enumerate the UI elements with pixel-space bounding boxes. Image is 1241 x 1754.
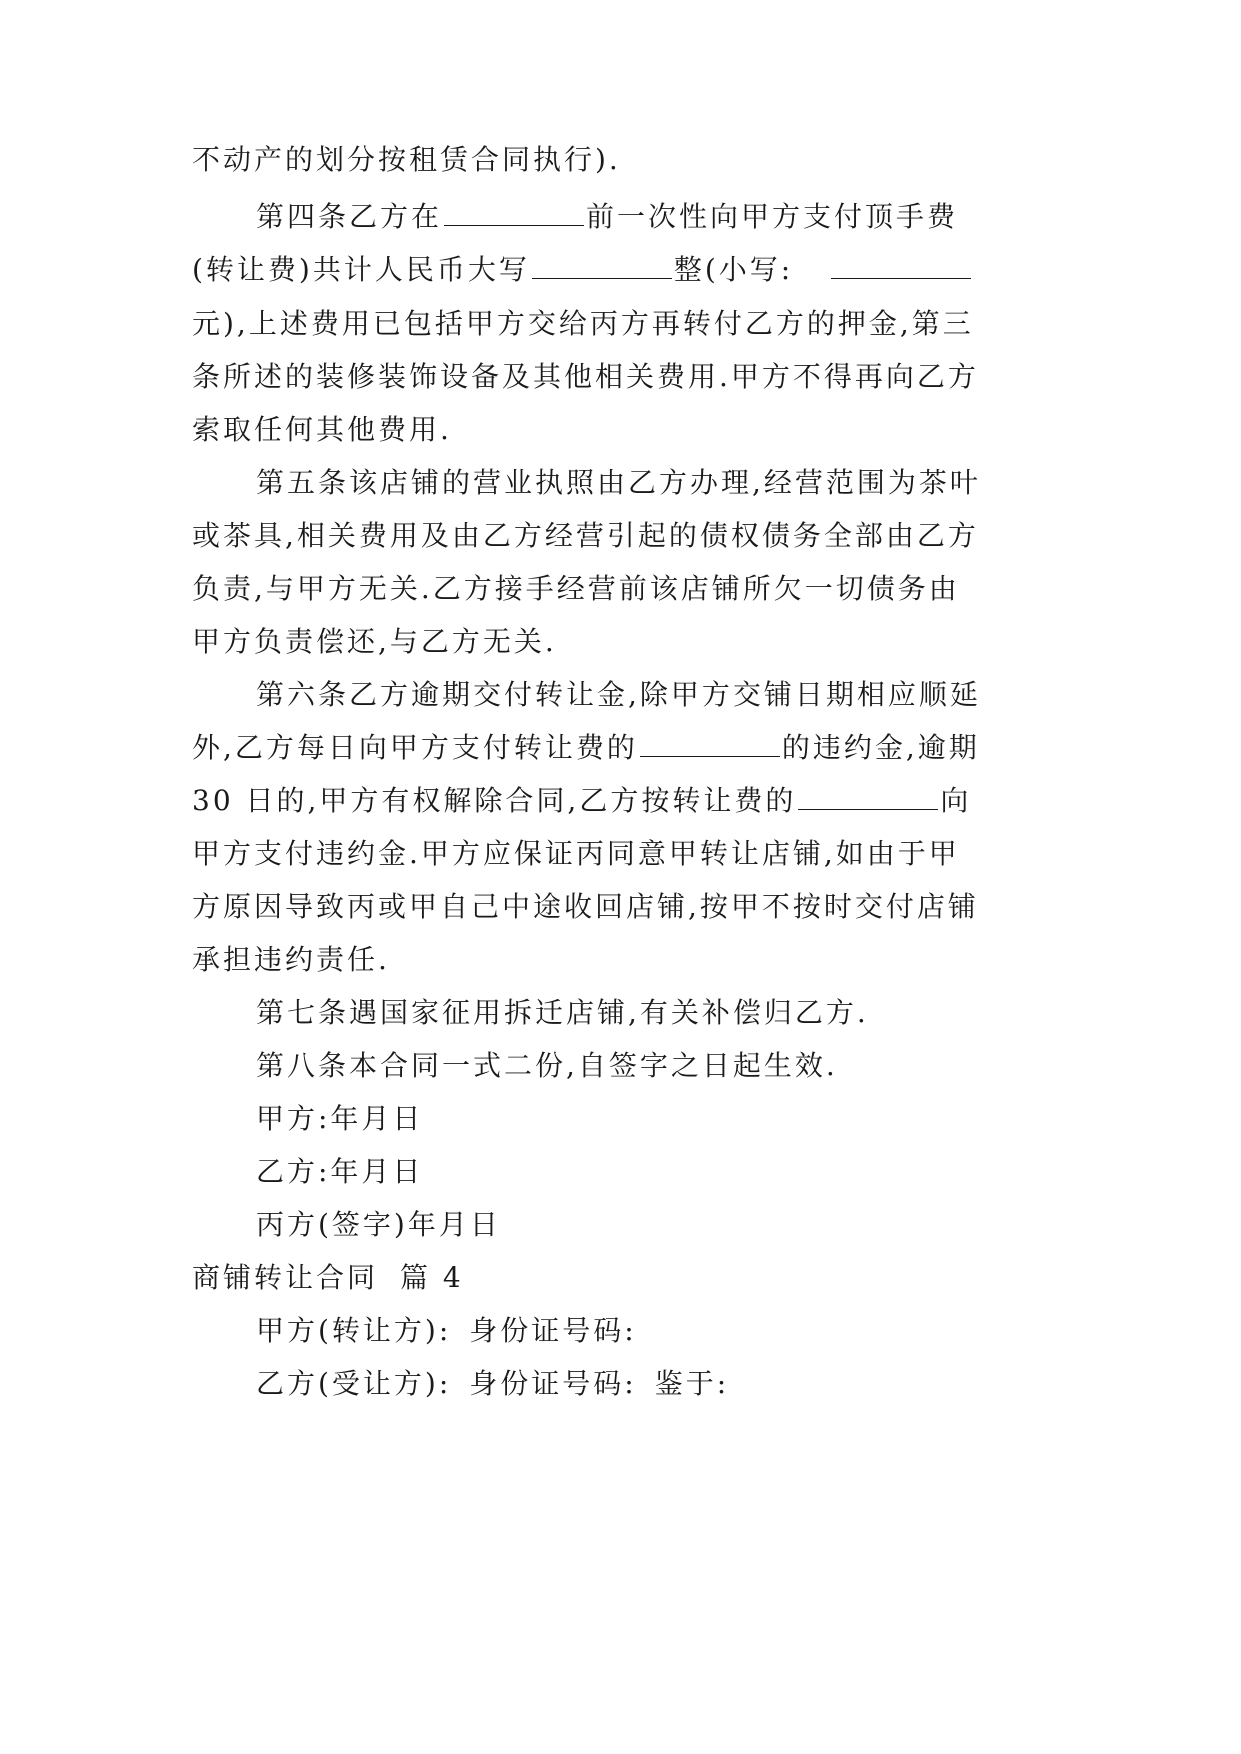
text: 鉴于: bbox=[654, 1367, 730, 1400]
text: 乙方:年月日 bbox=[256, 1155, 424, 1188]
text-line bbox=[192, 622, 1052, 662]
text: 第七条遇国家征用拆迁店铺,有关补偿归乙方. bbox=[256, 996, 869, 1029]
text: 丙方(签字)年月日 bbox=[256, 1208, 501, 1241]
text-line bbox=[192, 410, 1052, 450]
text-line bbox=[256, 1311, 1116, 1351]
text: 乙方(受让方): bbox=[256, 1367, 452, 1400]
text: (转让费)共计人民币大写 bbox=[192, 253, 530, 286]
text-line bbox=[192, 516, 1052, 556]
text: 或茶具,相关费用及由乙方经营引起的债权债务全部由乙方 bbox=[192, 519, 979, 552]
text: 条所述的装修装饰设备及其他相关费用.甲方不得再向乙方 bbox=[192, 360, 979, 393]
text: 不动产的划分按租赁合同执行). bbox=[192, 143, 621, 176]
text: 身份证号码: bbox=[469, 1314, 637, 1347]
text: 负责,与甲方无关.乙方接手经营前该店铺所欠一切债务由 bbox=[192, 572, 960, 605]
text-line bbox=[192, 887, 1052, 927]
text-line bbox=[256, 463, 1116, 503]
text-line bbox=[256, 197, 1116, 237]
text: 第六条乙方逾期交付转让金,除甲方交铺日期相应顺延 bbox=[256, 678, 981, 711]
fill-in-blank bbox=[798, 783, 938, 810]
text-line bbox=[256, 1364, 1116, 1404]
heading-number: 篇 4 bbox=[400, 1261, 464, 1294]
text: 承担违约责任. bbox=[192, 943, 390, 976]
text: 第八条本合同一式二份,自签字之日起生效. bbox=[256, 1049, 838, 1082]
text-line bbox=[192, 304, 1052, 344]
fill-in-blank bbox=[831, 252, 971, 279]
section-heading bbox=[192, 1258, 1052, 1298]
text: 索取任何其他费用. bbox=[192, 413, 452, 446]
text-line bbox=[192, 728, 1052, 768]
text-line bbox=[192, 140, 1052, 180]
text-line bbox=[192, 250, 1052, 290]
text-line bbox=[192, 834, 1052, 874]
text: 甲方负责偿还,与乙方无关. bbox=[192, 625, 557, 658]
text: 身份证号码: bbox=[469, 1367, 637, 1400]
text-line bbox=[256, 675, 1116, 715]
text: 方原因导致丙或甲自己中途收回店铺,按甲不按时交付店铺 bbox=[192, 890, 979, 923]
text: 甲方(转让方): bbox=[256, 1314, 452, 1347]
text-line bbox=[192, 940, 1052, 980]
text: 前一次性向甲方支付顶手费 bbox=[586, 200, 959, 233]
text-line bbox=[192, 781, 1052, 821]
text: 向 bbox=[940, 784, 972, 817]
fill-in-blank bbox=[444, 199, 584, 226]
text: 甲方支付违约金.甲方应保证丙同意甲转让店铺,如由于甲 bbox=[192, 837, 960, 870]
signature-line-party-c bbox=[256, 1205, 1116, 1245]
text: 元),上述费用已包括甲方交给丙方再转付乙方的押金,第三 bbox=[192, 307, 974, 340]
text-line bbox=[192, 357, 1052, 397]
signature-line-party-a bbox=[256, 1099, 1116, 1139]
signature-line-party-b bbox=[256, 1152, 1116, 1192]
text: 的违约金,逾期 bbox=[781, 731, 980, 764]
text: 第四条乙方在 bbox=[256, 200, 443, 233]
text-line bbox=[192, 569, 1052, 609]
text: 第五条该店铺的营业执照由乙方办理,经营范围为茶叶 bbox=[256, 466, 981, 499]
text: 30 日的,甲方有权解除合同,乙方按转让费的 bbox=[192, 784, 797, 817]
text: 外,乙方每日向甲方支付转让费的 bbox=[192, 731, 638, 764]
text: 整(小写: bbox=[673, 253, 794, 286]
heading-title: 商铺转让合同 bbox=[192, 1261, 379, 1294]
fill-in-blank bbox=[532, 252, 672, 279]
fill-in-blank bbox=[640, 730, 780, 757]
text-line bbox=[256, 1046, 1116, 1086]
text-line bbox=[256, 993, 1116, 1033]
text: 甲方:年月日 bbox=[256, 1102, 424, 1135]
